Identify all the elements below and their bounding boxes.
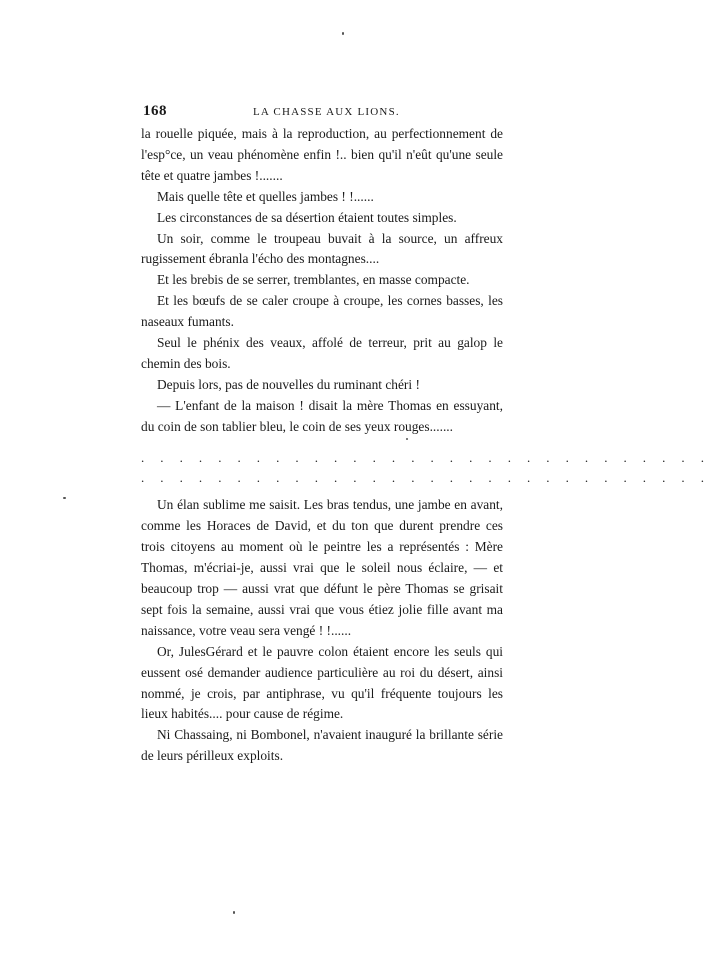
paragraph: Seul le phénix des veaux, affolé de terreur, prit au galop le chemin des bois. <box>141 335 503 371</box>
paragraph: Mais quelle tête et quelles jambes ! !...... <box>157 188 374 204</box>
page-header <box>143 103 501 123</box>
body-text <box>141 124 710 767</box>
paragraph: Et les brebis de se serrer, tremblantes, en masse compacte. <box>157 272 470 288</box>
paragraph: — L'enfant de la maison ! disait la mère Thomas en essuyant, du coin de son tablier bleu, le coin de ses yeux rouges....... <box>141 397 503 434</box>
paragraph: Un élan sublime me saisit. Les bras tendus, une jambe en avant, comme les Horaces de David, et du ton que durent prendre ces trois citoyens au moment où le peintre les a représentés : Mère Thomas, m'écriai-je, aussi vrai que le soleil nous éclaire, — et beaucoup trop — aussi vrat que défunt le père Thomas se grisait sept fois la semaine, aussi vrai que vous étiez jolie fille avant ma naissance, votre veau sera vengé ! !...... <box>141 497 503 638</box>
paragraph: Or, JulesGérard et le pauvre colon étaient encore les seuls qui eussent osé demander audience particulière au roi du désert, ainsi nommé, je crois, par antiphrase, vu qu'il fréquente toujours les lieux habités.... pour cause de régime. <box>141 643 503 722</box>
paragraph: Depuis lors, pas de nouvelles du ruminant chéri ! <box>157 376 420 392</box>
paragraph: Les circonstances de sa désertion étaient toutes simples. <box>157 209 457 225</box>
print-speck <box>342 32 344 35</box>
paragraph: Un soir, comme le troupeau buvait à la source, un affreux rugissement ébranla l'écho des montagnes.... <box>141 230 503 267</box>
paragraph: Et les bœufs de se caler croupe à croupe, les cornes basses, les naseaux fumants. <box>141 293 503 330</box>
ellipsis-row: . . . . . . . . . . . . . . . . . . . . . . . . . . . . . . <box>141 470 710 486</box>
page-number: 168 <box>143 103 167 119</box>
paragraph: Ni Chassaing, ni Bombonel, n'avaient inauguré la brillante série de leurs périlleux exploits. <box>141 727 503 764</box>
print-speck <box>233 911 235 914</box>
print-speck <box>63 497 66 499</box>
ellipsis-row: . . . . . . . . . . . . . . . . . . . . . . . . . . . . . . <box>141 449 710 465</box>
running-title: LA CHASSE AUX LIONS. <box>253 106 400 118</box>
paragraph: la rouelle piquée, mais à la reproduction, au perfectionnement de l'esp°ce, un veau phénomène enfin !.. bien qu'il n'eût qu'une seule tête et quatre jambes !....... <box>141 126 503 183</box>
